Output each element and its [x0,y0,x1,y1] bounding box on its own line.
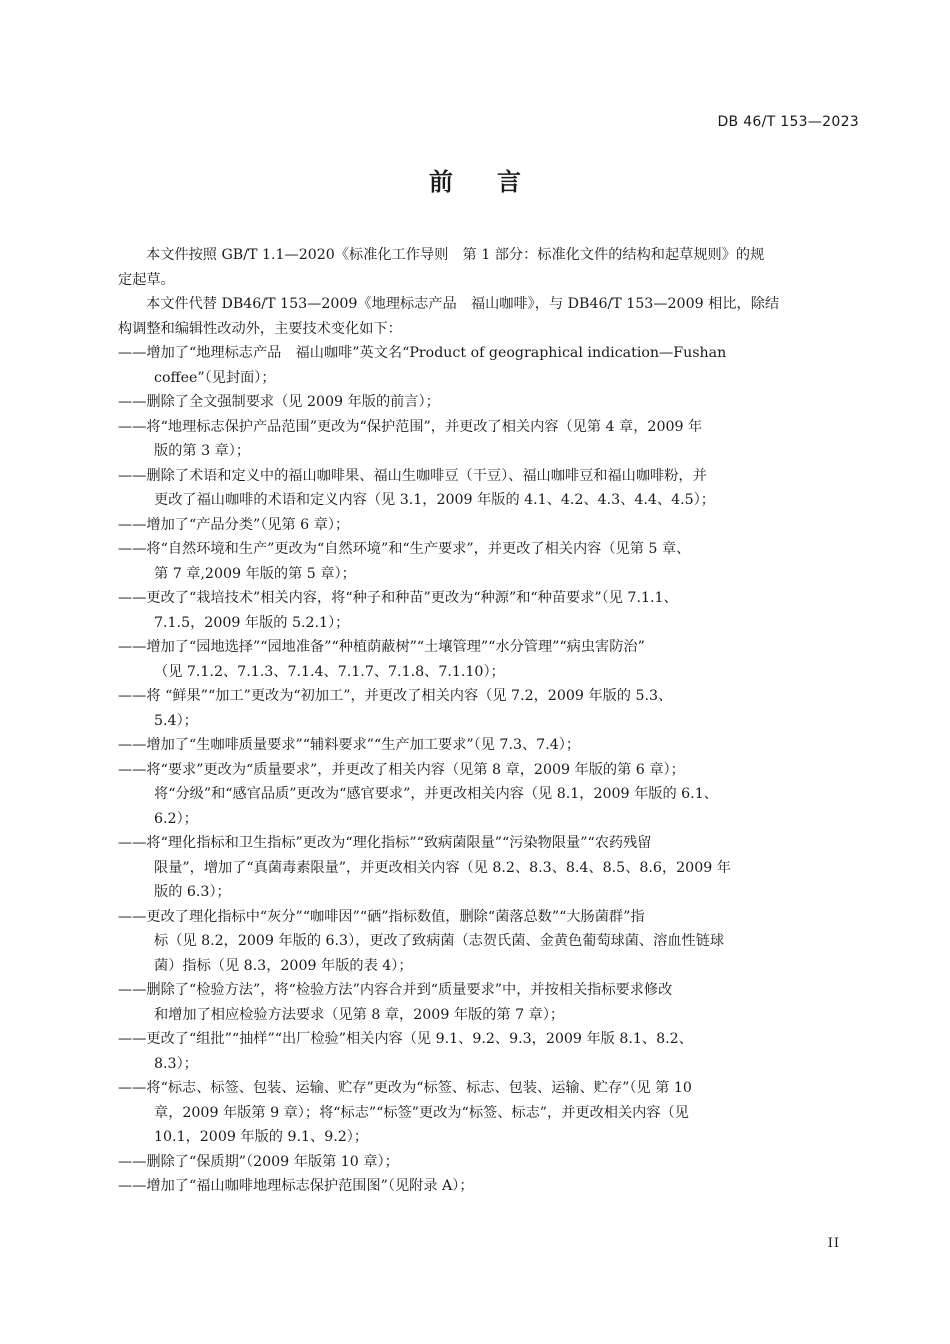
page-title [0,162,950,197]
text-line: 本文件按照 GB/T 1.1—2020《标准化工作导则 第 1 部分：标准化文件的结构和起草规则》的规 [146,247,765,263]
text-line: 限量”，增加了“真菌毒素限量”，并更改相关内容（见 8.2、8.3、8.4、8.5、8.6，2009 年 [154,859,731,876]
text-line: ——将“理化指标和卫生指标”更改为“理化指标”“致病菌限量”“污染物限量”“农药残留 [118,835,652,851]
text-line: 8.3）； [154,1055,198,1072]
text-line: 第 7 章,2009 年版的第 5 章）； [154,565,356,582]
change-item [118,635,861,684]
change-item [118,415,861,464]
change-item [118,758,861,832]
text-line: ——增加了“园地选择”“园地准备”“种植荫蔽树”“土壤管理”“水分管理”“病虫害防治” [118,639,645,655]
text-line: ——增加了“生咖啡质量要求”“辅料要求”“生产加工要求”（见 7.3、7.4）； [118,737,581,753]
text-line: ——删除了“保质期”（2009 年版第 10 章）； [118,1153,399,1170]
text-line: ——增加了“地理标志产品 福山咖啡”英文名“Product of geographical indication—Fushan [118,345,727,361]
intro-paragraph [118,292,861,341]
change-item [118,586,861,635]
document-body [118,243,861,1199]
change-item [118,831,861,905]
text-line: ——增加了“福山咖啡地理标志保护范围图”（见附录 A）； [118,1178,474,1194]
change-item [118,684,861,733]
text-line: 和增加了相应检验方法要求（见第 8 章，2009 年版的第 7 章）； [154,1006,565,1023]
text-line: 本文件代替 DB46/T 153—2009《地理标志产品 福山咖啡》，与 DB46/T 153—2009 相比，除结 [146,296,780,312]
text-line: 版的 6.3）； [154,884,231,900]
text-line: 构调整和编辑性改动外，主要技术变化如下： [118,320,402,337]
text-line: 定起草。 [118,271,175,288]
page-title-char-1: 前 [429,168,453,196]
change-item [118,464,861,513]
text-line: ——将“地理标志保护产品范围”更改为“保护范围”，并更改了相关内容（见第 4 章，2009 年 [118,418,703,435]
text-line: coffee”（见封面）； [154,369,276,386]
text-line: ——更改了“栽培技术”相关内容，将“种子和种苗”更改为“种源”和“种苗要求”（见 7.1.1、 [118,590,678,606]
text-line: 菌）指标（见 8.3，2009 年版的表 4）； [154,957,413,974]
change-item [118,1174,861,1199]
text-line: ——删除了全文强制要求（见 2009 年版的前言）； [118,394,440,410]
change-item [118,390,861,415]
change-item [118,978,861,1027]
text-line: ——删除了术语和定义中的福山咖啡果、福山生咖啡豆（干豆）、福山咖啡豆和福山咖啡粉，并 [118,467,707,484]
text-line: ——将“标志、标签、包装、运输、贮存”更改为“标签、标志、包装、运输、贮存”（见 第 10 [118,1080,692,1096]
text-line: 版的第 3 章）； [154,443,251,459]
text-line: ——将 “鲜果”“加工”更改为“初加工”，并更改了相关内容（见 7.2，2009 年版的 5.3、 [118,688,673,704]
text-line: （见 7.1.2、7.1.3、7.1.4、7.1.7、7.1.8、7.1.10）； [154,663,505,680]
text-line: 更改了福山咖啡的术语和定义内容（见 3.1，2009 年版的 4.1、4.2、4.3、4.4、4.5）； [154,492,715,508]
change-item [118,905,861,979]
change-item [118,1076,861,1150]
change-item [118,1027,861,1076]
text-line: 5.4）； [154,712,198,729]
change-list [118,341,861,1199]
change-item [118,733,861,758]
document-code: DB 46/T 153—2023 [717,114,859,130]
change-item [118,1150,861,1175]
text-line: 标（见 8.2，2009 年版的 6.3），更改了致病菌（志贺氏菌、金黄色葡萄球菌、溶血性链球 [154,933,725,949]
text-line: ——将“要求”更改为“质量要求”，并更改了相关内容（见第 8 章，2009 年版的第 6 章）； [118,761,685,778]
change-item [118,537,861,586]
text-line: ——更改了理化指标中“灰分”“咖啡因”“硒”指标数值，删除“菌落总数”“大肠菌群”指 [118,908,645,925]
page-title-char-2: 言 [497,168,521,196]
change-item [118,513,861,538]
page-number: II [827,1236,840,1251]
intro-paragraph [118,243,861,292]
text-line: 章，2009 年版第 9 章）；将“标志”“标签”更改为“标签、标志”，并更改相关内容（见 [154,1104,689,1121]
text-line: 将“分级”和“感官品质”更改为“感官要求”，并更改相关内容（见 8.1，2009 年版的 6.1、 [154,786,718,802]
text-line: ——将“自然环境和生产”更改为“自然环境”和“生产要求”，并更改了相关内容（见第 5 章、 [118,541,691,557]
text-line: 7.1.5，2009 年版的 5.2.1）； [154,614,350,631]
change-item [118,341,861,390]
text-line: 6.2）； [154,810,198,827]
text-line: ——更改了“组批”“抽样”“出厂检验”相关内容（见 9.1、9.2、9.3，2009 年版 8.1、8.2、 [118,1031,693,1047]
text-line: 10.1，2009 年版的 9.1、9.2）； [154,1129,369,1145]
text-line: ——删除了“检验方法”，将“检验方法”内容合并到“质量要求”中，并按相关指标要求修改 [118,982,673,998]
text-line: ——增加了“产品分类”（见第 6 章）； [118,516,350,533]
intro-section [118,243,861,341]
